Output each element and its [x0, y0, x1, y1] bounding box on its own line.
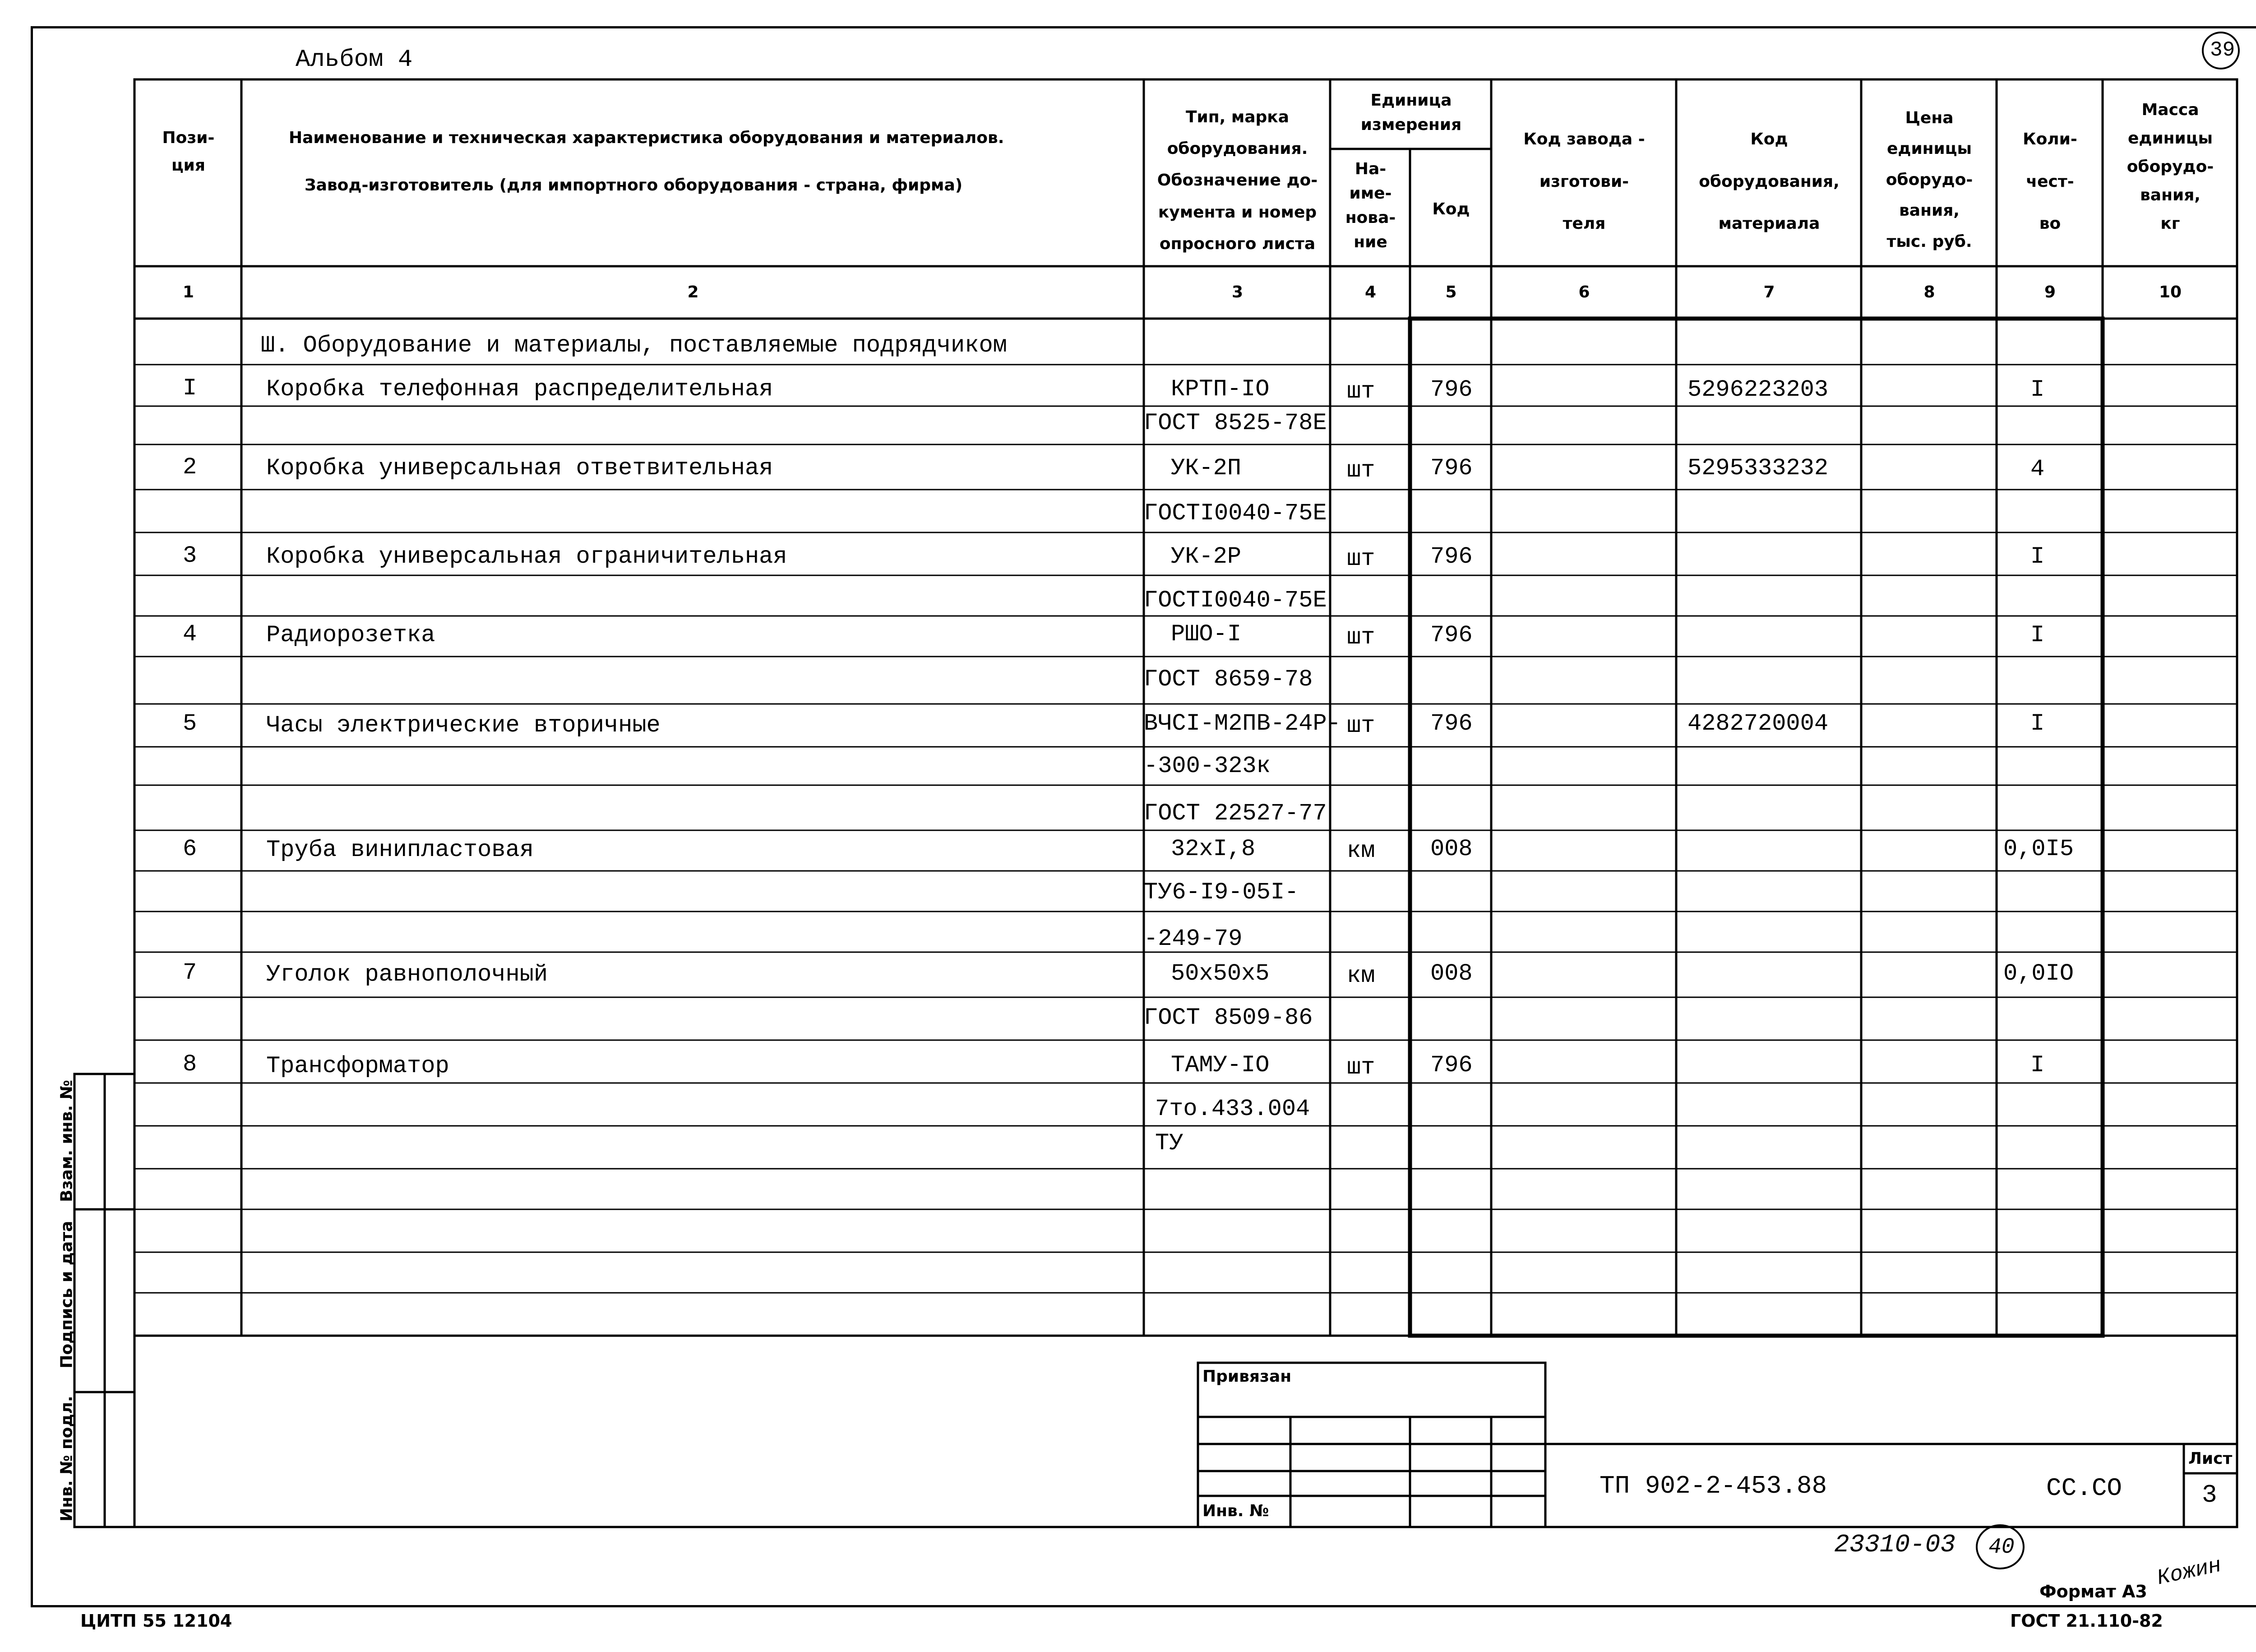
- sheet-label: Лист: [2188, 1449, 2233, 1468]
- row-equip-code: 4282720004: [1687, 710, 1829, 737]
- col-number: 7: [1763, 283, 1775, 301]
- row-qty: I: [2030, 1052, 2045, 1078]
- format-label: Формат А3: [2039, 1582, 2147, 1601]
- row-type: -249-79: [1144, 925, 1243, 952]
- row-type: ГОСТI0040-75Е: [1144, 587, 1327, 614]
- row-qty: I: [2030, 622, 2045, 648]
- row-name: Труба винипластовая: [266, 837, 534, 863]
- header-type: Тип, марка оборудования. Обозначение до- кумента и номер опросного листа: [1157, 108, 1318, 253]
- header-equipment-code: Код оборудования, материала: [1699, 130, 1840, 233]
- row-position: I: [183, 375, 197, 402]
- header-name-line2: Завод-изготовитель (для импортного оборудования - страна, фирма): [305, 176, 963, 194]
- album-label: Альбом 4: [296, 46, 413, 74]
- row-unit: шт: [1347, 378, 1375, 405]
- row-position: 2: [183, 454, 197, 481]
- row-name: Часы электрические вторичные: [266, 712, 661, 739]
- row-type: 7то.433.004: [1155, 1096, 1310, 1122]
- row-unit-code: 796: [1430, 710, 1473, 737]
- row-name: Коробка универсальная ответвительная: [266, 455, 773, 481]
- row-type: ГОСТ 8525-78Е: [1144, 410, 1327, 436]
- header-unit-name: На- име- нова- ние: [1345, 160, 1396, 251]
- row-unit-code: 796: [1430, 543, 1473, 570]
- row-qty: 0,0IO: [2003, 960, 2074, 987]
- row-type: РШО-I: [1171, 621, 1242, 648]
- row-qty: 0,0I5: [2003, 836, 2074, 862]
- row-type: ТУ: [1155, 1130, 1183, 1157]
- row-type: 50x50x5: [1171, 960, 1270, 987]
- row-name: Трансформатор: [266, 1053, 449, 1079]
- row-type: -300-323к: [1144, 753, 1271, 779]
- col-number: 5: [1445, 283, 1457, 301]
- row-position: 3: [183, 542, 197, 569]
- page-number-circle: 39: [2210, 38, 2235, 62]
- row-position: 6: [183, 836, 197, 862]
- row-type: ГОСТ 22527-77: [1144, 800, 1327, 827]
- row-type: ГОСТI0040-75Е: [1144, 500, 1327, 527]
- row-qty: 4: [2030, 456, 2045, 482]
- header-unit-code: Код: [1432, 200, 1470, 218]
- side-label-podpis: Подпись и дата: [57, 1221, 76, 1369]
- signature: Кожин: [2154, 1553, 2224, 1591]
- section-title: Ш. Оборудование и материалы, поставляемые подрядчиком: [261, 332, 1007, 359]
- row-unit: шт: [1347, 457, 1375, 484]
- row-unit-code: 008: [1430, 960, 1473, 987]
- row-unit: шт: [1347, 546, 1375, 572]
- row-equip-code: 5295333232: [1687, 455, 1829, 481]
- row-unit: км: [1347, 838, 1375, 864]
- row-type: ТУ6-I9-05I-: [1144, 879, 1299, 906]
- header-mass: Масса единицы оборудо- вания, кг: [2127, 101, 2214, 233]
- header-unit-group: Единица измерения: [1360, 91, 1462, 134]
- col-number: 6: [1578, 283, 1590, 301]
- col-number: 4: [1364, 283, 1377, 301]
- row-type: ГОСТ 8509-86: [1144, 1004, 1313, 1031]
- privyazan-label: Привязан: [1202, 1367, 1292, 1386]
- row-name: Коробка универсальная ограничительная: [266, 543, 787, 570]
- row-position: 7: [183, 959, 197, 986]
- row-name: Радиорозетка: [266, 622, 435, 648]
- side-label-inv-vzam: Взам. инв. №: [57, 1080, 76, 1202]
- row-unit-code: 796: [1430, 455, 1473, 481]
- row-qty: I: [2030, 543, 2045, 570]
- header-position: Пози- ция: [162, 129, 215, 175]
- footer-right: ГОСТ 21.110-82: [2010, 1611, 2163, 1631]
- col-number: 8: [1923, 283, 1935, 301]
- row-equip-code: 5296223203: [1687, 376, 1829, 403]
- bottom-circle-number: 40: [1988, 1535, 2015, 1559]
- row-type: УК-2П: [1171, 455, 1242, 481]
- row-unit: шт: [1347, 713, 1375, 739]
- row-type: УК-2Р: [1171, 543, 1242, 570]
- row-type: 32xI,8: [1171, 836, 1256, 862]
- row-name: Коробка телефонная распределительная: [266, 376, 773, 403]
- row-position: 5: [183, 710, 197, 737]
- col-number: 1: [182, 283, 194, 301]
- row-position: 4: [183, 621, 197, 648]
- row-unit: шт: [1347, 1054, 1375, 1081]
- col-number: 2: [687, 283, 699, 301]
- col-number: 10: [2159, 283, 2182, 301]
- row-unit: шт: [1347, 624, 1375, 651]
- footer-left: ЦИТП 55 12104: [80, 1611, 232, 1631]
- designation: ТП 902-2-453.88: [1600, 1472, 1827, 1500]
- row-unit-code: 796: [1430, 1052, 1473, 1078]
- row-type: ТАМУ-IO: [1171, 1052, 1270, 1078]
- row-name: Уголок равнополочный: [266, 961, 548, 988]
- row-qty: I: [2030, 376, 2045, 403]
- row-unit-code: 008: [1430, 836, 1473, 862]
- header-factory-code: Код завода - изготови- теля: [1523, 130, 1645, 233]
- header-unit-price: Цена единицы оборудо- вания, тыс. руб.: [1886, 109, 1973, 251]
- row-type: ВЧСI-М2ПВ-24Р-: [1144, 710, 1341, 737]
- sheet-number: 3: [2202, 1481, 2217, 1509]
- row-unit: км: [1347, 963, 1375, 989]
- row-qty: I: [2030, 710, 2045, 737]
- col-number: 3: [1231, 283, 1244, 301]
- row-type: КРТП-IO: [1171, 376, 1270, 403]
- row-unit-code: 796: [1430, 622, 1473, 648]
- side-label-inv-podl: Инв. № подл.: [57, 1396, 76, 1522]
- row-unit-code: 796: [1430, 376, 1473, 403]
- bottom-number: 23310-03: [1834, 1530, 1956, 1559]
- document-mark: СС.СО: [2046, 1474, 2122, 1503]
- row-type: ГОСТ 8659-78: [1144, 666, 1313, 693]
- row-position: 8: [183, 1051, 197, 1078]
- header-quantity: Коли- чест- во: [2023, 130, 2077, 233]
- header-name-line1: Наименование и техническая характеристика оборудования и материалов.: [289, 129, 1004, 147]
- inv-no-label: Инв. №: [1202, 1502, 1269, 1520]
- col-number: 9: [2044, 283, 2056, 301]
